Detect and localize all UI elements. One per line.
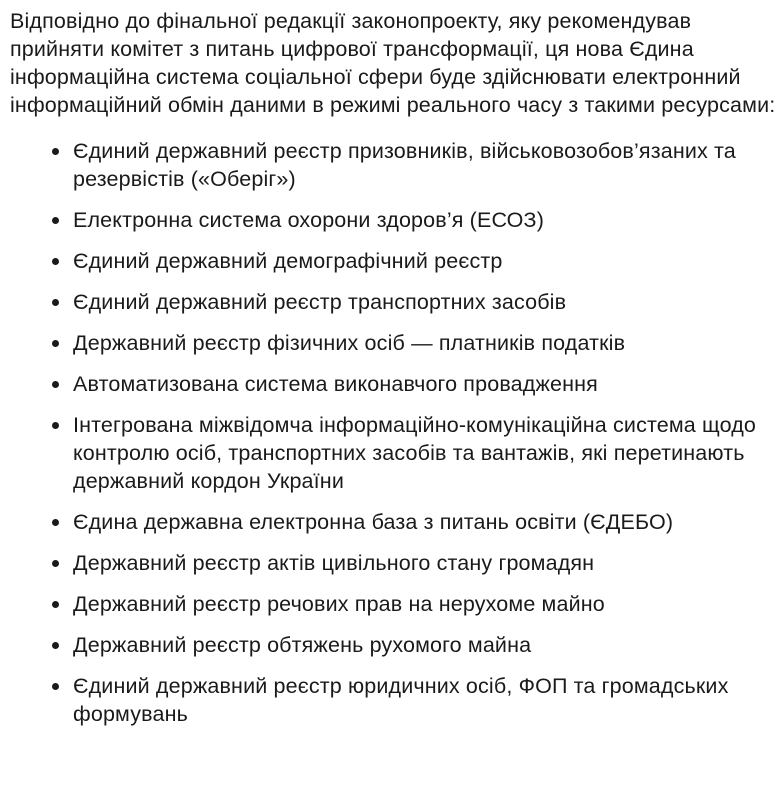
bullet-icon [52,601,59,608]
list-item [10,137,776,193]
list-item-text: Автоматизована система виконавчого провадження [73,372,598,396]
bullet-icon [52,258,59,265]
list-item-text: Єдиний державний демографічний реєстр [73,249,503,273]
list-item [10,508,776,536]
list-item [10,672,776,728]
bullet-icon [52,642,59,649]
bullet-icon [52,299,59,306]
list-item-text: Єдиний державний реєстр призовників, військовозобов’язаних та резервістів («Оберіг») [73,139,736,191]
bullet-icon [52,560,59,567]
list-item-text: Єдиний державний реєстр транспортних засобів [73,290,567,314]
bullet-icon [52,519,59,526]
bullet-icon [52,340,59,347]
list-item-text: Державний реєстр актів цивільного стану громадян [73,551,595,575]
list-item [10,329,776,357]
bullet-icon [52,422,59,429]
list-item-text: Державний реєстр обтяжень рухомого майна [73,633,532,657]
list-item [10,206,776,234]
intro-paragraph: Відповідно до фінальної редакції законопроекту, яку рекомендував прийняти комітет з питань цифрової трансформації, ця нова Єдина інформаційна система соціальної сфери буде здійснювати електронний інформаційний обмін даними в режимі реального часу з такими ресурсами: [10,9,776,117]
list-item [10,411,776,495]
resource-list [10,137,776,728]
list-item-text: Єдиний державний реєстр юридичних осіб, ФОП та громадських формувань [73,674,729,726]
list-item [10,247,776,275]
bullet-icon [52,683,59,690]
list-item-text: Єдина державна електронна база з питань освіти (ЄДЕБО) [73,510,674,534]
list-item-text: Державний реєстр речових прав на нерухоме майно [73,592,605,616]
list-item [10,549,776,577]
list-item-text: Державний реєстр фізичних осіб — платників податків [73,331,626,355]
list-item [10,631,776,659]
list-item [10,288,776,316]
list-item [10,590,776,618]
list-item-text: Електронна система охорони здоров’я (ЕСОЗ) [73,208,545,232]
list-item-text: Інтегрована міжвідомча інформаційно-комунікаційна система щодо контролю осіб, транспортних засобів та вантажів, які перетинають державний кордон України [73,413,757,493]
list-item [10,370,776,398]
bullet-icon [52,148,59,155]
bullet-icon [52,217,59,224]
bullet-icon [52,381,59,388]
